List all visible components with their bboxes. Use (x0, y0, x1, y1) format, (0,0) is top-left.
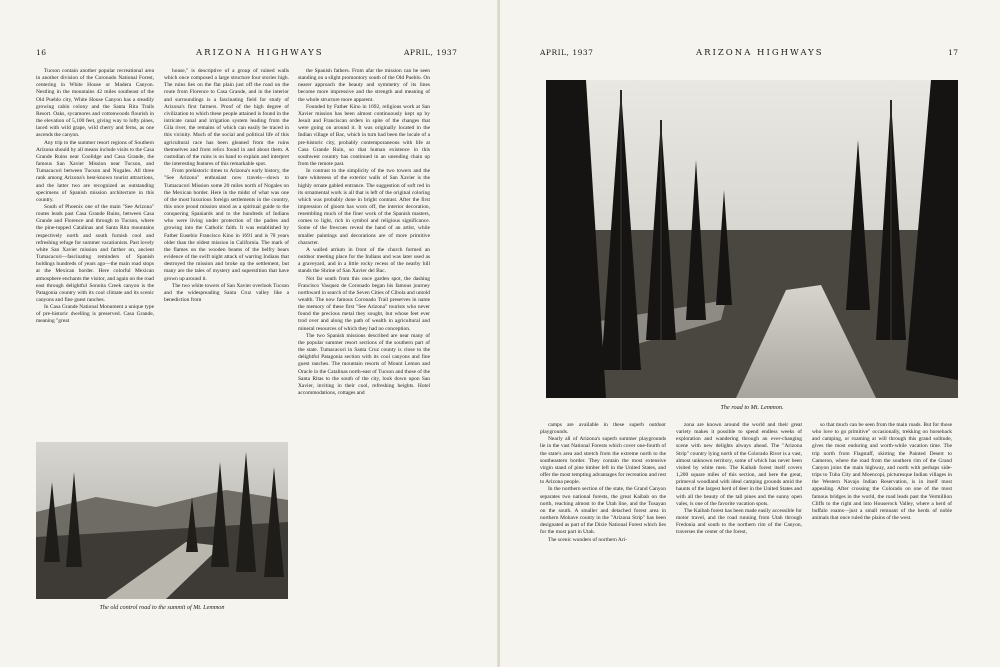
left-column-2 (164, 68, 289, 440)
paragraph: In contrast to the simplicity of the two towers and the bare whiteness of the exterior walls of San Xavier is the highly ornate gabled entrance. The suggestion of soft red in its ornamental work is all that is left of the original coloring which was probably done in bright contrast. After the first impression of gloom has worn off, the interior decoration, resembling much of the finer work of the Spanish masters, comes to light, rich in symbol and religious significance. Some of the frescoes reveal the hand of an artist, while smaller paintings and decorations are of more primitive character. (298, 168, 430, 246)
paragraph: Tucson contain another popular recreational area in another division of the Coronado National Forest, centering in White House or Madera Canyon. Nestling in the mountains 42 miles southeast of the Old Pueblo city, White House Canyon has a steadily growing cabin colony and the Santa Rita Trails Resort. Oaks, sycamores and cottonwoods flourish in the elevation of 5,100 feet, giving way to lofty pines, laced with wild grape, wild cherry and ferns, as one ascends the canyon. (36, 68, 154, 139)
page-number-left: 16 (36, 48, 47, 57)
photo-mt-lemmon-old-road (36, 442, 288, 599)
paragraph: the Spanish fathers. From afar the mission can be seen standing on a slight promontory south of the Old Pueblo. On nearer approach the beauty and symmetry of its lines become more impressive and the strength and meaning of the whole structure more apparent. (298, 68, 430, 103)
paragraph: The Kaibab forest has been made easily accessible for motor travel, and the road running from Utah through Fredonia and south to the northern rim of the Canyon, traverses the center of the forest, (676, 507, 802, 536)
right-column-2 (676, 422, 802, 614)
paragraph: In the northern section of the state, the Grand Canyon separates two national forests, the great Kaibab on the north, reaching almost to the Utah line, and the Tusayan on the south. A smaller and detached forest area in northern Mohave county in the "Arizona Strip" has been designated as part of the Dixie National Forest which lies for the most part in Utah. (540, 486, 666, 536)
right-column-3 (812, 422, 952, 614)
photo-road-to-mt-lemmon (546, 80, 958, 398)
photo-caption-right: The road to Mt. Lemmon. (720, 404, 784, 411)
paragraph: A walled atrium in front of the church formed an outdoor meeting place for the Indians and was later used as a graveyard, and in a little rocky recess of the nearby hill stands the Shrine of San Xavier del Bac. (298, 246, 430, 275)
paragraph: camps are available in these superb outdoor playgrounds. (540, 422, 666, 436)
right-page (500, 0, 1000, 667)
paragraph: South of Phoenix one of the main "See Arizona" routes leads past Casa Grande Ruins, between Casa Grande and Florence and through to Tucson, where the pine-topped Catalinas and Santa Rita mountains respectively north and south furnish cool and refreshing refuge for summer vacationists. Past lovely white San Xavier mission and farther on, ancient Tumacacori—fascinating reminders of Spanish holdings hundreds of years ago—the main road stops at the Mexican border. Here colorful Mexican atmosphere enchants the visitor, and again on the road east through delightful Sonoita Creek canyon is the Patagonia country with its cool climate and its scenic canyons and fine guest ranches. (36, 203, 154, 303)
right-column-1 (540, 422, 666, 614)
left-column-1 (36, 68, 154, 440)
paragraph: Founded by Father Kino in 1692, religious work at San Xavier mission has been almost continuously kept up by Jesuit and Franciscan orders in spite of the changes that were going on around it. It was originally located in the Indian village of Bac, which in turn had been the locale of a pre-historic city, probably contemporaneous with life at Casa Grande Ruin, so that human existence in this southwest country has continued in an unending chain up from the remote past. (298, 103, 430, 168)
masthead-right: ARIZONA HIGHWAYS (696, 48, 824, 58)
paragraph: so that much can be seen from the main roads. But for those who love to go primitive" occasionally, trekking on horseback and camping, or roaming at will through this grand solitude, gives the most enduring and worth-while vacation time. The trip north from Flagstaff, skirting the Painted Desert to Cameron, where the road from the southern rim of the Grand Canyon joins the main highway, and north with perhaps side-trips to Tuba City and Moencopi, picturesque Indian villages in the Western Navajo Indian Reservation, is in itself most appealing. After crossing the Colorado on one of the most famous bridges in the world, the road leads past the Vermillion Cliffs to the right and into Houserock Valley, where a herd of buffalo roams—just a small remnant of the herds of noble animals that once ruled the plains of the west. (812, 422, 952, 522)
paragraph: The two white towers of San Xavier overlook Tucson and the widespreading Santa Cruz valley like a benediction from (164, 282, 289, 303)
paragraph: From prehistoric times to Arizona's early history, the "See Arizona" enthusiast now travels—down to Tumacacori Mission some 20 miles north of Nogales on the Mexican border. Here in the midst of what was one of the most luxurious foreign settlements in the country, this once proud mission stood as a spiritual guide to the conquering Spaniards and to the hundreds of Indians who were living under protection of the padres and growing into the Catholic faith. It was established by Father Eusebio Francisco Kino in 1691 and is 78 years older than the oldest mission in California. The mark of the flames on the wooden beams of the belfry bears evidence of the swift night attack of warring Indians that destroyed the mission and broke up the settlement, but many are the tales of mystery and superstition that have grown up around it. (164, 168, 289, 282)
paragraph: The two Spanish missions described are near many of the popular summer resort sections of the southern part of the state. Tumacacori in Santa Cruz county is close to the delightful Patagonia section with its cool canyons and fine guest ranches. The mountain resorts of Mount Lemon and Oracle in the Catalinas north-east of Tucson and those of the Santa Ritas to the south of the city, look down upon San Xavier, inviting in their cool, refreshing heights. Hotel accommodations, cottages and (298, 332, 430, 397)
paragraph: zona are known around the world and their great variety makes it possible to spend endless weeks of exploration and wandering through an ever-changing scene with new delights always ahead. The "Arizona Strip" country lying north of the Colorado River is a vast, almost unknown territory, some of which has never been visited by white men. The Kaibab forest itself covers 1,200 square miles of this section, and here the great, primeval woodland with ideal camping grounds amid the haunts of the largest herd of deer in the United States and with all the beauty of the tall pines and the sunny open vales, is one of the favorite vacation spots. (676, 422, 802, 507)
paragraph: In Casa Grande National Monument a unique type of pre-historic dwelling is preserved. Casa Grande, meaning "great (36, 304, 154, 325)
masthead-left: ARIZONA HIGHWAYS (196, 48, 324, 58)
page-number-right: 17 (948, 48, 959, 57)
issue-date-right: APRIL, 1937 (540, 48, 594, 57)
photo-caption-left: The old control road to the summit of Mt. Lemmon (99, 604, 225, 611)
paragraph: The scenic wonders of northern Ari- (548, 536, 627, 543)
left-column-3 (298, 68, 430, 614)
issue-date-left: APRIL, 1937 (404, 48, 458, 57)
paragraph: Any trip to the summer resort regions of Southern Arizona should by all means include visits to the Casa Grande Ruins near Coolidge and Casa Grande, the famous San Xavier Mission near Tucson, and Tumacacori between Tucson and Nogales. All three rank among Arizona's best-known tourist attractions, and the latter two are recognized as outstanding specimens of Spanish mission architecture in this country. (36, 139, 154, 203)
paragraph: Not far south from this once garden spot, the dashing Francisco Vasquez de Coronado began his famous journey northward in search of the Seven Cities of Cibola and untold wealth. The now famous Coronado Trail preserves in name the memory of these first "See Arizona" tourists who never found the precious metal they sought, but whose feet ever trod over and along the path of wealth in agricultural and mineral resources of which they had no conception. (298, 275, 430, 332)
paragraph: Nearly all of Arizona's superb summer playgrounds lie in the vast National Forests which cover one-fourth of the state's area and stretch from the extreme north to the southeastern border. They contain the most extensive virgin stand of pine timber left in the United States, and offer the most tempting advantages for recreation and rest to Arizona people. (540, 436, 666, 486)
paragraph: house," is descriptive of a group of ruined walls which once composed a large structure four stories high. The ruins lies on the flat plain just off the road on the route from Florence to Casa Grande, and in the interior and surroundings is a fascinating field for study of Arizona's first farmers. Proof of the high degree of civilization to which these people attained is found in the intricate canal and irrigation system leading from the Gila river, the remains of which can easily be traced in this vicinity. Much of the social and political life of this agricultural race has been gleaned from the ruins themselves and from relics found in and about them. A custodian of the ruins is on hand to explain and interpret the interesting features of this remarkable spot. (164, 68, 289, 168)
